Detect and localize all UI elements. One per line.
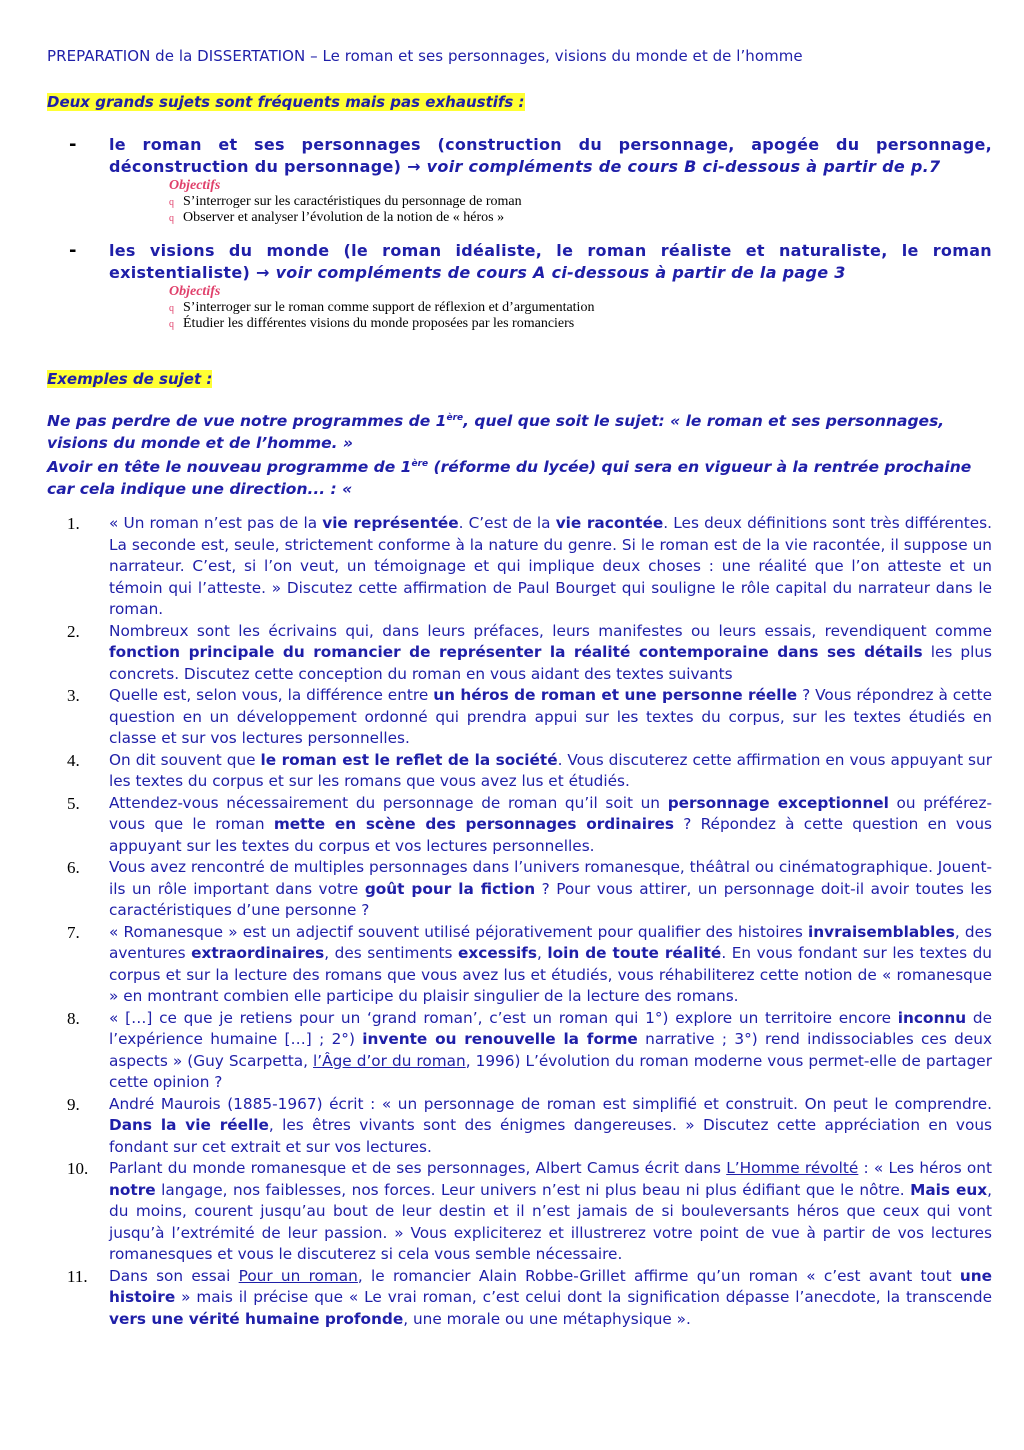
- list-item: [47, 1094, 992, 1159]
- objective-item: q S’interroger sur le roman comme support de réflexion et d’argumentation: [169, 300, 595, 315]
- list-number: 6.: [67, 858, 80, 877]
- item-text: , 1996) L’évolution du roman moderne vous permet-elle de partager cette opinion ?: [109, 1051, 992, 1091]
- subject-text: les visions du monde (le roman idéaliste, le roman réaliste et naturaliste, le roman existentialiste) → voir compléments de cours A ci-dessous à partir de la page 3: [109, 241, 992, 282]
- list-item: [47, 793, 992, 858]
- item-text: « Romanesque » est un adjectif souvent utilisé péjorativement pour qualifier des histoires: [109, 922, 809, 941]
- item-text: , des aventures: [109, 922, 992, 962]
- emphasis-text: vie représentée: [322, 514, 459, 532]
- item-text: , le romancier Alain Robbe-Grillet affirme qu’un roman « c’est avant tout: [357, 1266, 960, 1285]
- item-text: Quelle est, selon vous, la différence entre: [109, 686, 434, 704]
- subject-examples-list: [47, 513, 992, 1330]
- square-bullet-icon: q: [169, 197, 174, 208]
- item-text: Dans son essai: [109, 1266, 239, 1285]
- dash-bullet: -: [69, 134, 77, 155]
- emphasis-text: goût pour la fiction: [364, 879, 536, 898]
- item-text: , du moins, courent jusqu’au bout de leur destin et il n’est jamais de si bouleversants héros que ceux qui vont jusqu’à l’extrémité de leur passion. » Vous expliciterez et illustrerez votre point de vue à partir de vos lectures romanesques et vous le discuterez si cela vous semble nécessaire.: [109, 1180, 992, 1263]
- objectives-title: Objectifs: [169, 284, 221, 299]
- item-text: ? Vous répondrez à cette question en un développement ordonné qui prendra appui sur les textes du corpus, sur les textes étudiés en classe et sur vos lectures personnelles.: [109, 686, 992, 747]
- list-item: [47, 1266, 992, 1331]
- item-text: On dit souvent que: [109, 750, 261, 769]
- item-text: » mais il précise que « Le vrai roman, c’est celui dont la signification dépasse l’anecdote, la transcende: [175, 1288, 992, 1306]
- objectives-block: [169, 178, 522, 226]
- item-text: Vous avez rencontré de multiples personnages dans l’univers romanesque, théâtral ou cinématographique. Jouent-ils un rôle important dans votre: [109, 858, 992, 898]
- item-text: . Les deux définitions sont très différentes. La seconde est, seule, strictement conforme à la nature du genre. Si le roman est de la vie racontée, il suppose un narrateur. C’est, si l’on veut, un témoignage et qui implique deux choses : une réalité que l’on atteste et un témoin qui l’atteste. » Discutez cette affirmation de Paul Bourget qui souligne le rôle capital du narrateur dans le roman.: [109, 514, 993, 618]
- document-title: PREPARATION de la DISSERTATION – Le roman et ses personnages, visions du monde et de l’homme: [47, 47, 803, 65]
- item-text: « […] ce que je retiens pour un ‘grand roman’, c’est un roman qui 1°) explore un territoire encore: [109, 1008, 898, 1027]
- objectives-title: Objectifs: [169, 178, 221, 193]
- item-text: narrative ; 3°) rend indissociables ces deux aspects » (Guy Scarpetta,: [109, 1030, 992, 1070]
- item-text: . C’est de la: [458, 514, 556, 532]
- item-text: , les êtres vivants sont des énigmes dangereuses. » Discutez cette appréciation en vous fondant sur cet extrait et sur vos lectures.: [109, 1116, 992, 1156]
- item-text: Parlant du monde romanesque et de ses personnages, Albert Camus écrit dans: [109, 1159, 727, 1177]
- item-text: les plus concrets. Discutez cette conception du roman en vous aidant des textes suivants: [109, 643, 992, 683]
- dash-bullet: -: [69, 240, 77, 261]
- emphasis-text: loin de toute réalité: [547, 944, 722, 962]
- emphasis-text: extraordinaires: [191, 944, 325, 962]
- square-bullet-icon: q: [169, 319, 174, 330]
- objective-item: q Observer et analyser l’évolution de la notion de « héros »: [169, 210, 505, 225]
- list-item: [47, 513, 992, 621]
- item-text: . En vous fondant sur les textes du corpus et sur la lecture des romans que vous avez lus et étudiés, vous réhabiliterez cette notion de « romanesque » en montrant combien elle participe du plaisir singulier de la lecture des romans.: [109, 944, 992, 1005]
- list-item: [47, 1008, 992, 1094]
- emphasis-text: excessifs: [458, 944, 537, 962]
- emphasis-text: vers une vérité humaine profonde: [109, 1309, 404, 1328]
- item-text: , des sentiments: [324, 944, 459, 962]
- list-number: 7.: [67, 922, 80, 942]
- emphasis-text: notre: [109, 1180, 156, 1199]
- list-number: 4.: [67, 750, 80, 770]
- emphasis-text: le roman est le reflet de la société: [260, 750, 558, 769]
- item-text: , une morale ou une métaphysique ».: [403, 1309, 691, 1328]
- item-text: ou préférez-vous que le roman: [109, 793, 993, 833]
- list-item: [47, 857, 992, 922]
- list-number: 3.: [67, 686, 80, 705]
- book-title: l’Âge d’or du roman: [313, 1051, 466, 1070]
- arrow-icon: →: [255, 263, 270, 282]
- list-number: 5.: [67, 793, 80, 813]
- objective-item: q S’interroger sur les caractéristiques du personnage de roman: [169, 194, 522, 209]
- item-text: Attendez-vous nécessairement du personnage de roman qu’il soit un: [109, 793, 668, 812]
- emphasis-text: un héros de roman et une personne réelle: [433, 686, 798, 704]
- item-text: ? Répondez à cette question en vous appuyant sur les textes du corpus et vos lectures personnelles.: [109, 815, 992, 855]
- item-text: André Maurois (1885-1967) écrit : « un personnage de roman est simplifié et construit. On peut le comprendre.: [109, 1094, 992, 1113]
- emphasis-text: fonction principale du romancier de représenter la réalité contemporaine dans ses détails: [109, 643, 923, 661]
- item-text: « Un roman n’est pas de la: [109, 514, 323, 532]
- emphasis-text: invraisemblables: [808, 922, 955, 941]
- list-number: 11.: [67, 1266, 88, 1286]
- book-title: Pour un roman: [238, 1266, 358, 1285]
- section-heading-subjects: Deux grands sujets sont fréquents mais pas exhaustifs :: [47, 93, 525, 111]
- section-heading-examples: Exemples de sujet :: [47, 370, 213, 388]
- emphasis-text: vie racontée: [555, 514, 664, 532]
- objective-item: q Étudier les différentes visions du monde proposées par les romanciers: [169, 316, 575, 331]
- list-number: 2.: [67, 621, 80, 641]
- list-item: [47, 621, 992, 686]
- book-title: L’Homme révolté: [726, 1159, 859, 1177]
- emphasis-text: personnage exceptionnel: [667, 793, 889, 812]
- list-item: [47, 750, 992, 793]
- intro-paragraph: Ne pas perdre de vue notre programmes de 1ère, quel que soit le sujet: « le roman et ses personnages, visions du monde et de l’homme. » Avoir en tête le nouveau programme de 1ère (réforme du lycée) qui sera en vigueur à la rentrée prochaine car cela indique une direction... : «: [47, 412, 972, 498]
- emphasis-text: invente ou renouvelle la forme: [362, 1030, 638, 1048]
- item-text: Nombreux sont les écrivains qui, dans leurs préfaces, leurs manifestes ou leurs essais, revendiquent comme: [109, 621, 992, 640]
- subject-text: le roman et ses personnages (construction du personnage, apogée du personnage, déconstruction du personnage) → voir compléments de cours B ci-dessous à partir de p.7: [109, 135, 992, 176]
- square-bullet-icon: q: [169, 213, 174, 224]
- emphasis-text: inconnu: [897, 1008, 967, 1027]
- item-text: ? Pour vous attirer, un personnage doit-il avoir toutes les caractéristiques d’une personne ?: [109, 879, 992, 919]
- item-text: de l’expérience humaine […] ; 2°): [109, 1008, 992, 1048]
- emphasis-text: Mais eux: [910, 1180, 988, 1199]
- item-text: : « Les héros ont: [858, 1159, 992, 1177]
- list-item: [47, 922, 992, 1008]
- list-number: 8.: [67, 1008, 80, 1028]
- list-item: [47, 685, 992, 750]
- emphasis-text: Dans la vie réelle: [109, 1116, 269, 1134]
- arrow-icon: →: [407, 157, 421, 176]
- list-number: 9.: [67, 1094, 80, 1114]
- emphasis-text: mette en scène des personnages ordinaires: [273, 815, 674, 833]
- list-item: [47, 1158, 992, 1266]
- emphasis-text: une histoire: [109, 1266, 993, 1306]
- list-number: 1.: [67, 514, 80, 533]
- item-text: langage, nos faiblesses, nos forces. Leur univers n’est ni plus beau ni plus édifiant que le nôtre.: [155, 1180, 911, 1199]
- item-text: . Vous discuterez cette affirmation en vous appuyant sur les textes du corpus et sur les romans que vous avez lus et étudiés.: [109, 750, 992, 790]
- square-bullet-icon: q: [169, 303, 174, 314]
- objectives-block: [169, 284, 594, 332]
- list-number: 10.: [67, 1159, 89, 1178]
- item-text: ,: [536, 944, 548, 962]
